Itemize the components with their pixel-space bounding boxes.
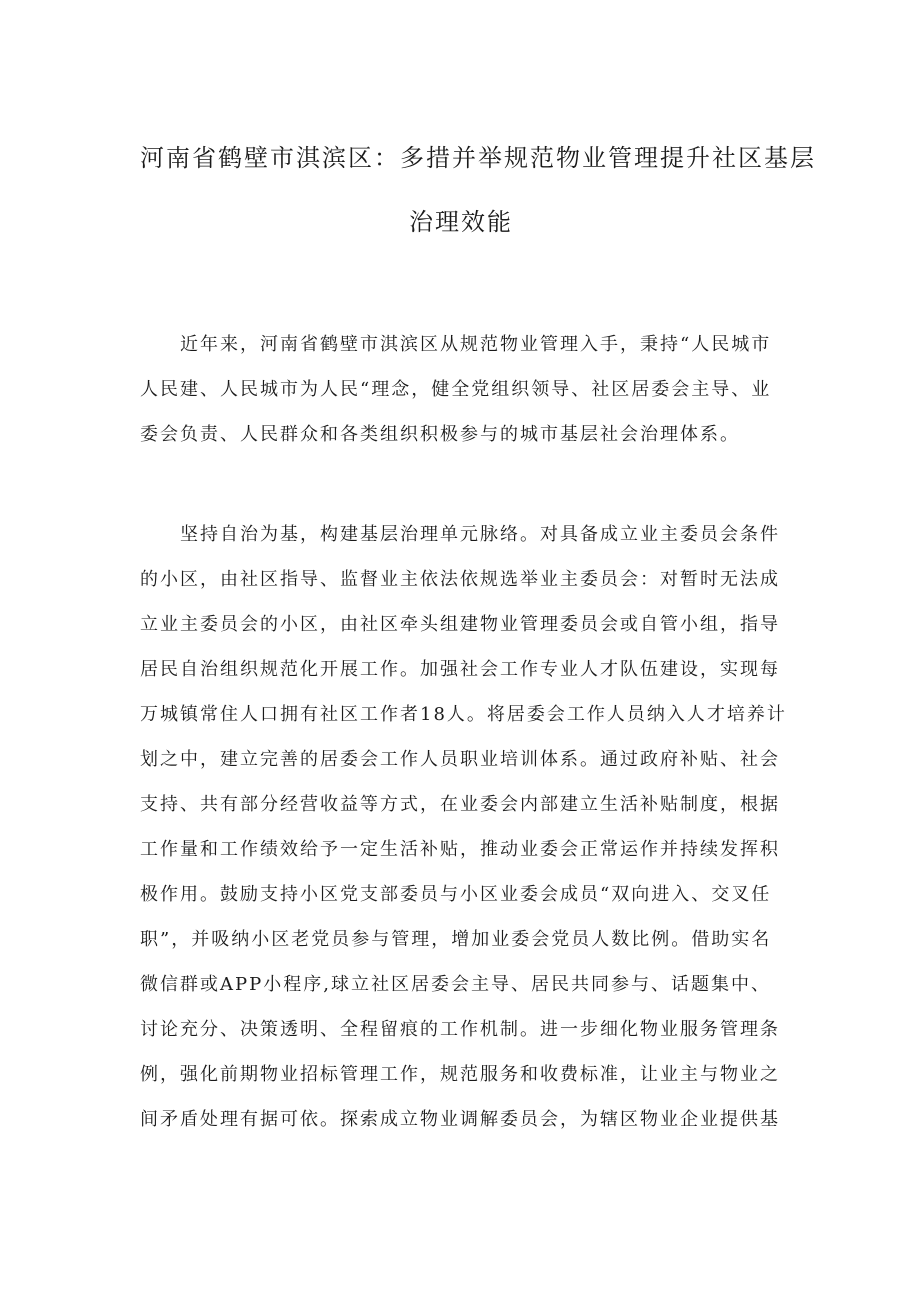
paragraph-line: 立业主委员会的小区，由社区牵头组建物业管理委员会或自管小组，指导	[140, 614, 780, 635]
document-title	[140, 140, 816, 240]
paragraph-self-governance	[140, 512, 787, 1142]
paragraph-line: 职”，并吸纳小区老党员参与管理，增加业委会党员人数比例。借助实名	[140, 929, 772, 950]
paragraph-line: 极作用。鼓励支持小区党支部委员与小区业委会成员“双向进入、交叉任	[140, 884, 772, 905]
paragraph-line: 讨论充分、决策透明、全程留痕的工作机制。进一步细化物业服务管理条	[140, 1019, 780, 1040]
paragraph-line: 的小区，由社区指导、监督业主依法依规选举业主委员会：对暂时无法成	[140, 569, 780, 590]
paragraph-line: 万城镇常住人口拥有社区工作者18人。将居委会工作人员纳入人才培养计	[140, 704, 787, 725]
paragraph-line: 居民自治组织规范化开展工作。加强社会工作专业人才队伍建设，实现每	[140, 659, 780, 680]
paragraph-line: 例，强化前期物业招标管理工作，规范服务和收费标准，让业主与物业之	[140, 1064, 780, 1085]
paragraph-intro	[140, 322, 782, 457]
title-line: 治理效能	[409, 208, 513, 236]
paragraph-line: 支持、共有部分经营收益等方式，在业委会内部建立生活补贴制度，根据	[140, 794, 780, 815]
title-line: 河南省鹤壁市淇滨区：多措并举规范物业管理提升社区基层	[140, 144, 816, 172]
paragraph-line: 坚持自治为基，构建基层治理单元脉络。对具备成立业主委员会条件	[180, 524, 780, 545]
paragraph-line: 微信群或APP小程序,球立社区居委会主导、居民共同参与、话题集中、	[140, 974, 771, 995]
paragraph-line: 划之中，建立完善的居委会工作人员职业培训体系。通过政府补贴、社会	[140, 749, 780, 770]
paragraph-line: 间矛盾处理有据可依。探索成立物业调解委员会，为辖区物业企业提供基	[140, 1109, 780, 1130]
paragraph-line: 人民建、人民城市为人民“理念，健全党组织领导、社区居委会主导、业	[140, 379, 772, 400]
paragraph-line: 工作量和工作绩效给予一定生活补贴，推动业委会正常运作并持续发挥积	[140, 839, 780, 860]
paragraph-line: 近年来，河南省鹤壁市淇滨区从规范物业管理入手，秉持“人民城市	[180, 334, 772, 355]
paragraph-line: 委会负责、人民群众和各类组织积极参与的城市基层社会治理体系。	[140, 424, 740, 445]
